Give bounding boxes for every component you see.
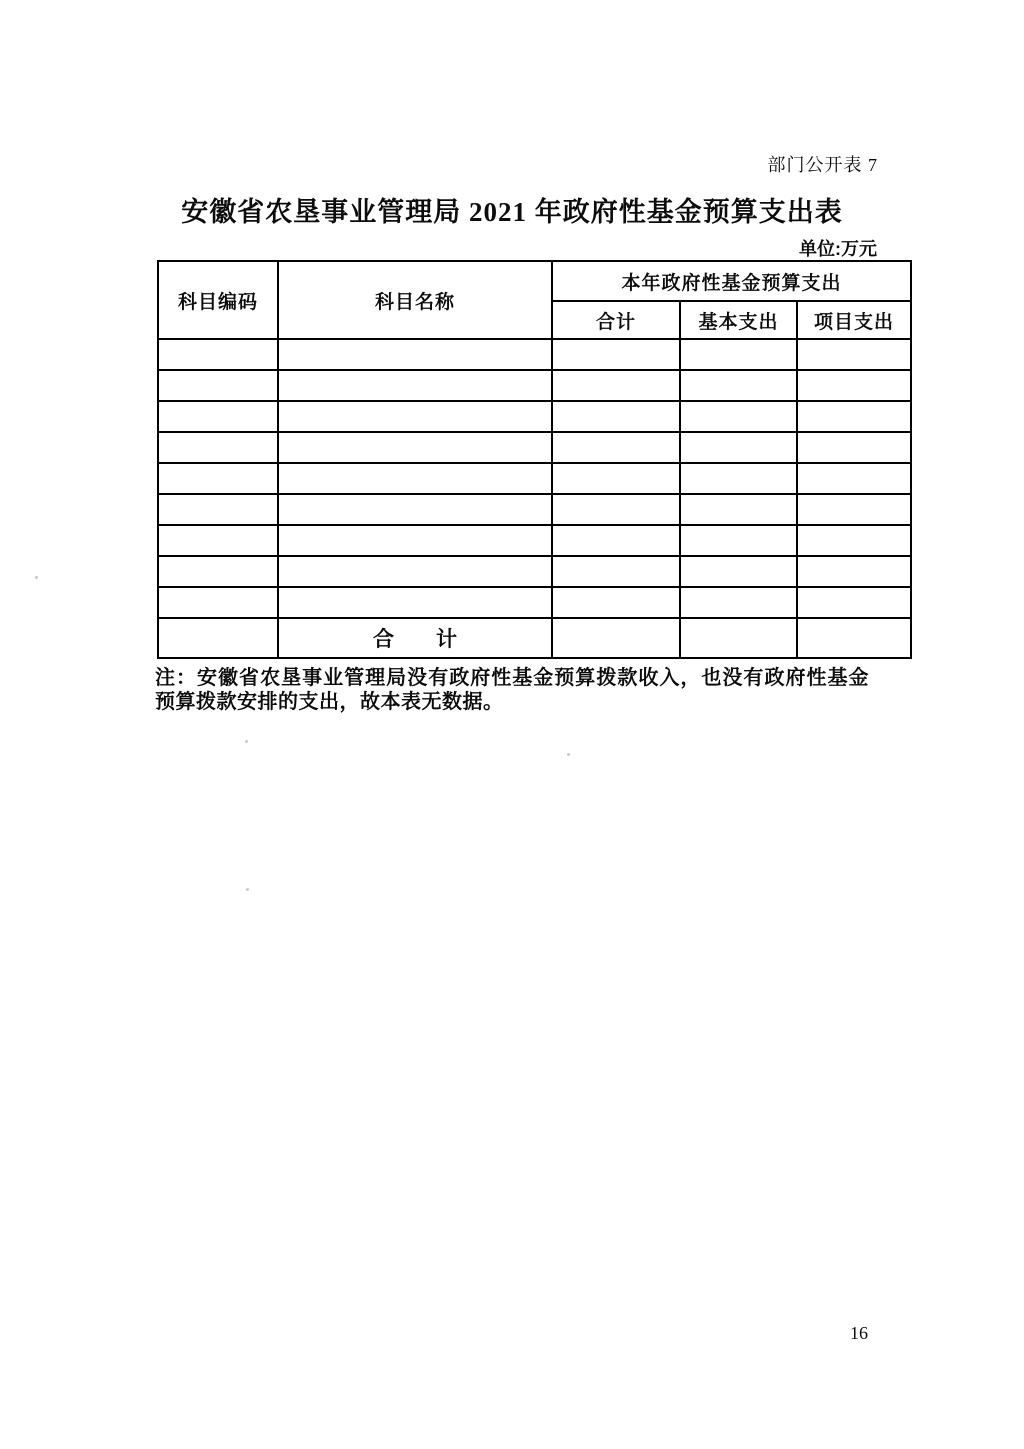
scan-speck — [567, 753, 570, 756]
empty-cell — [797, 556, 911, 587]
empty-cell — [797, 339, 911, 370]
empty-cell — [680, 463, 797, 494]
empty-cell — [680, 432, 797, 463]
empty-cell — [278, 401, 552, 432]
empty-cell — [680, 494, 797, 525]
empty-cell — [552, 556, 680, 587]
empty-cell — [158, 525, 278, 556]
empty-cell — [552, 525, 680, 556]
empty-cell — [552, 339, 680, 370]
empty-data-row — [158, 525, 911, 556]
page-title: 安徽省农垦事业管理局 2021 年政府性基金预算支出表 — [181, 197, 843, 227]
empty-cell — [158, 339, 278, 370]
empty-data-row — [158, 370, 911, 401]
total-row-label: 合 计 — [278, 618, 552, 658]
col-header-basic-expenditure: 基本支出 — [680, 301, 797, 339]
empty-cell — [680, 339, 797, 370]
col-header-subject-code: 科目编码 — [158, 261, 278, 339]
empty-cell — [158, 401, 278, 432]
total-row-total-cell — [552, 618, 680, 658]
scan-speck — [246, 888, 249, 891]
doc-classification-label: 部门公开表 7 — [767, 155, 878, 175]
empty-cell — [552, 370, 680, 401]
empty-cell — [158, 370, 278, 401]
empty-cell — [552, 432, 680, 463]
empty-cell — [552, 494, 680, 525]
empty-cell — [797, 432, 911, 463]
empty-cell — [680, 370, 797, 401]
page-number: 16 — [850, 1323, 868, 1343]
empty-data-row — [158, 463, 911, 494]
total-row-code-cell — [158, 618, 278, 658]
empty-cell — [797, 463, 911, 494]
empty-cell — [278, 463, 552, 494]
empty-cell — [680, 525, 797, 556]
header-row-group — [158, 261, 911, 301]
empty-cell — [158, 494, 278, 525]
empty-cell — [278, 587, 552, 618]
empty-cell — [552, 463, 680, 494]
budget-expenditure-table — [157, 260, 912, 659]
empty-data-row — [158, 432, 911, 463]
col-header-fund-budget-group: 本年政府性基金预算支出 — [552, 261, 911, 301]
total-row-basic-cell — [680, 618, 797, 658]
table-body — [158, 339, 911, 618]
empty-data-row — [158, 556, 911, 587]
empty-cell — [158, 432, 278, 463]
empty-cell — [158, 556, 278, 587]
scan-speck — [245, 740, 248, 743]
empty-cell — [278, 556, 552, 587]
empty-cell — [680, 556, 797, 587]
empty-cell — [278, 339, 552, 370]
scan-speck — [35, 576, 38, 579]
table-footnote: 注：安徽省农垦事业管理局没有政府性基金预算拨款收入，也没有政府性基金预算拨款安排的支出，故本表无数据。 — [155, 667, 869, 714]
empty-cell — [797, 370, 911, 401]
empty-cell — [680, 587, 797, 618]
col-header-total: 合计 — [552, 301, 680, 339]
total-row-project-cell — [797, 618, 911, 658]
empty-cell — [278, 525, 552, 556]
total-row — [158, 618, 911, 658]
col-header-subject-name: 科目名称 — [278, 261, 552, 339]
empty-cell — [278, 494, 552, 525]
col-header-project-expenditure: 项目支出 — [797, 301, 911, 339]
empty-cell — [797, 494, 911, 525]
empty-cell — [278, 432, 552, 463]
empty-cell — [797, 525, 911, 556]
unit-label: 单位:万元 — [799, 239, 877, 259]
empty-cell — [552, 587, 680, 618]
empty-data-row — [158, 401, 911, 432]
empty-cell — [680, 401, 797, 432]
empty-cell — [797, 401, 911, 432]
empty-cell — [158, 463, 278, 494]
empty-data-row — [158, 494, 911, 525]
empty-cell — [158, 587, 278, 618]
empty-cell — [797, 587, 911, 618]
empty-data-row — [158, 339, 911, 370]
empty-cell — [278, 370, 552, 401]
empty-data-row — [158, 587, 911, 618]
empty-cell — [552, 401, 680, 432]
